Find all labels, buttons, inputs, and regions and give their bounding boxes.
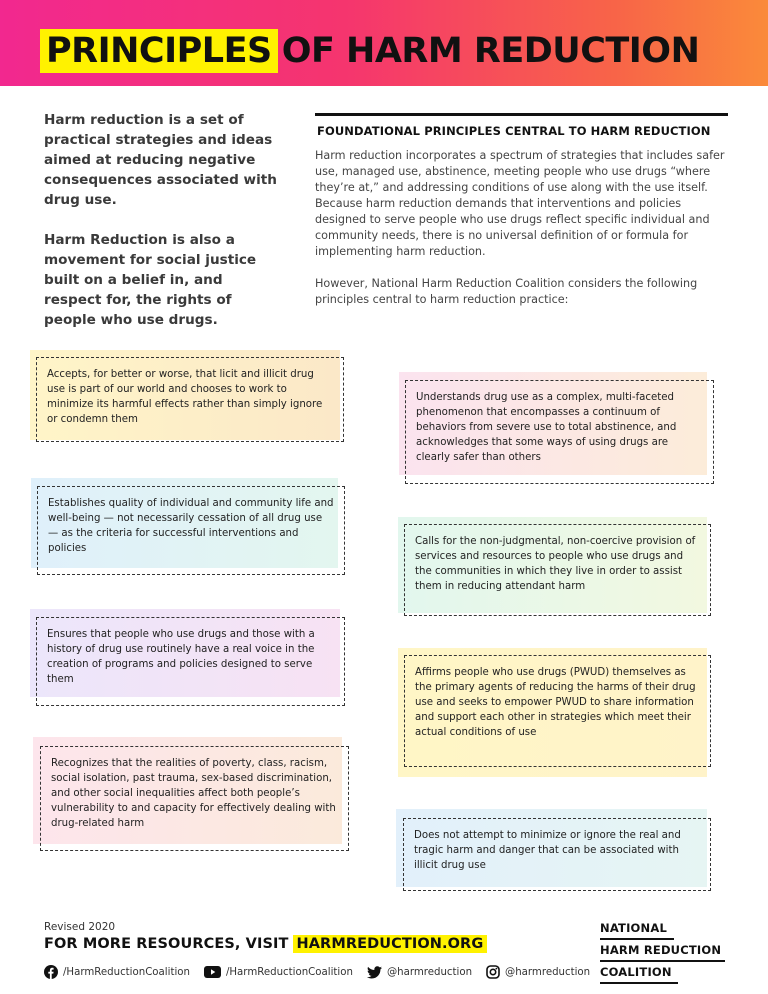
principle-card-7: Recognizes that the realities of poverty, class, racism, social isolation, past trauma, sex-based discrimination, and other social inequalities affect both people’s vulnerability to and capacity for effectively dealing with drug-related harm <box>40 746 349 851</box>
foundational-text <box>315 148 730 308</box>
section-divider <box>315 113 728 116</box>
intro-section <box>44 110 284 330</box>
youtube-icon <box>204 966 221 978</box>
foundational-paragraph-2: However, National Harm Reduction Coalition considers the following principles central to harm reduction practice: <box>315 277 698 306</box>
foundational-paragraph-1: Harm reduction incorporates a spectrum of strategies that includes safer use, managed use, abstinence, meeting people who use drugs “where they’re at,” and addressing conditions of use along with the use itself. Because harm reduction demands that interventions and policies designed to serve people who use drugs reflect specific individual and community needs, there is no universal definition of or formula for implementing harm reduction. <box>315 149 725 258</box>
revised-date: Revised 2020 <box>44 921 116 933</box>
instagram-icon <box>486 965 500 979</box>
resources-label: FOR MORE RESOURCES, VISIT <box>44 936 289 952</box>
intro-paragraph-1: Harm reduction is a set of practical strategies and ideas aimed at reducing negative consequences associated with drug use. <box>44 112 277 208</box>
youtube-handle: /HarmReductionCoalition <box>225 966 353 978</box>
intro-paragraph-2: Harm Reduction is also a movement for social justice built on a belief in, and respect for, the rights of people who use drugs. <box>44 232 257 328</box>
facebook-link[interactable] <box>44 965 190 979</box>
twitter-link[interactable] <box>367 966 472 979</box>
principle-card-6: Affirms people who use drugs (PWUD) themselves as the primary agents of reducing the harms of their drug use and seeks to empower PWUD to share information and support each other in strategies which meet their actual conditions of use <box>404 655 711 767</box>
youtube-link[interactable] <box>204 966 353 978</box>
title-rest: OF HARM REDUCTION <box>281 31 700 71</box>
twitter-icon <box>367 966 382 979</box>
instagram-link[interactable] <box>486 965 590 979</box>
facebook-icon <box>44 965 58 979</box>
principle-card-1: Accepts, for better or worse, that licit and illicit drug use is part of our world and chooses to work to minimize its harmful effects rather than simply ignore or condemn them <box>36 357 344 442</box>
resources-line <box>44 936 487 952</box>
instagram-handle: @harmreduction <box>505 966 591 978</box>
page-title <box>40 27 699 75</box>
facebook-handle: /HarmReductionCoalition <box>63 966 190 978</box>
nhrc-logo <box>600 920 730 986</box>
logo-line-2: HARM REDUCTION <box>600 942 725 962</box>
logo-line-3: COALITION <box>600 964 678 984</box>
title-highlight: PRINCIPLES <box>40 29 278 73</box>
foundational-heading: FOUNDATIONAL PRINCIPLES CENTRAL TO HARM REDUCTION <box>317 124 711 138</box>
principle-card-2: Understands drug use as a complex, multi-faceted phenomenon that encompasses a continuum of behaviors from severe use to total abstinence, and acknowledges that some ways of using drugs are clearly safer than others <box>405 380 714 484</box>
principle-card-4: Calls for the non-judgmental, non-coercive provision of services and resources to people who use drugs and the communities in which they live in order to assist them in reducing attendant harm <box>404 524 711 616</box>
logo-line-1: NATIONAL <box>600 920 674 940</box>
principle-card-5: Ensures that people who use drugs and those with a history of drug use routinely have a real voice in the creation of programs and policies designed to serve them <box>36 617 345 706</box>
principle-card-3: Establishes quality of individual and community life and well-being — not necessarily cessation of all drug use — as the criteria for successful interventions and policies <box>37 486 345 575</box>
twitter-handle: @harmreduction <box>386 966 473 978</box>
principle-card-8: Does not attempt to minimize or ignore the real and tragic harm and danger that can be associated with illicit drug use <box>403 818 711 891</box>
resources-link[interactable]: HARMREDUCTION.ORG <box>293 935 488 953</box>
social-links <box>44 965 604 979</box>
